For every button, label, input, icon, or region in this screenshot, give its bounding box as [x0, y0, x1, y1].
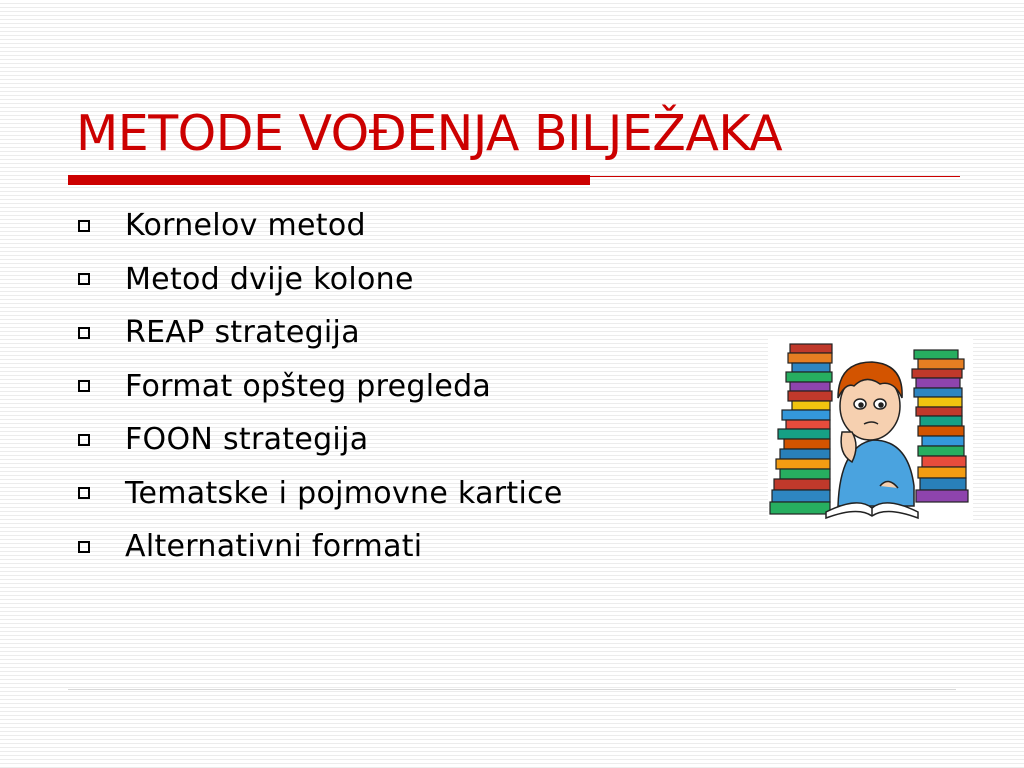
hollow-square-icon [78, 380, 90, 392]
list-item [76, 360, 563, 414]
title-underline-thin [590, 176, 960, 177]
student-with-books-illustration [768, 336, 973, 521]
hollow-square-icon [78, 434, 90, 446]
bullet-list [76, 199, 563, 574]
list-item-label: FOON strategija [125, 422, 369, 458]
list-item-label: Format opšteg pregleda [125, 368, 492, 404]
list-item-label: REAP strategija [125, 315, 360, 351]
list-item [76, 199, 563, 253]
list-item [76, 520, 563, 574]
list-item [76, 306, 563, 360]
list-item-label: Tematske i pojmovne kartice [125, 475, 563, 511]
list-item-label: Alternativni formati [125, 529, 423, 565]
hollow-square-icon [78, 541, 90, 553]
hollow-square-icon [78, 220, 90, 232]
list-item-label: Kornelov metod [125, 208, 366, 244]
slide-title: METODE VOĐENJA BILJEŽAKA [76, 105, 783, 162]
list-item [76, 253, 563, 307]
hollow-square-icon [78, 327, 90, 339]
list-item-label: Metod dvije kolone [125, 261, 414, 297]
list-item [76, 413, 563, 467]
list-item [76, 467, 563, 521]
footer-divider [68, 689, 956, 690]
hollow-square-icon [78, 273, 90, 285]
hollow-square-icon [78, 487, 90, 499]
title-underline-thick [68, 175, 590, 185]
